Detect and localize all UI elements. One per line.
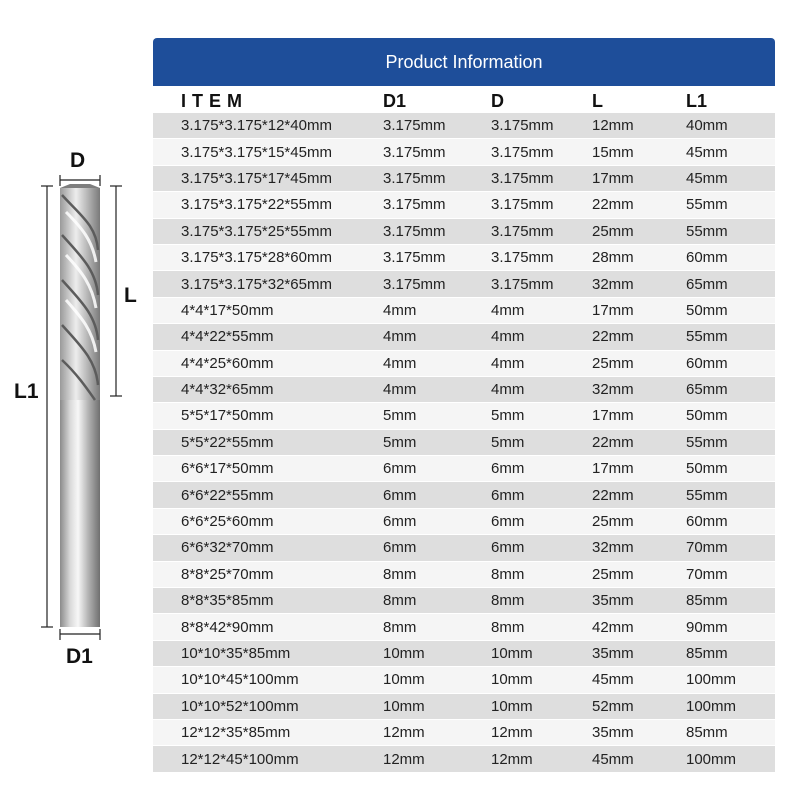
column-header-item: ITEM [181, 91, 248, 111]
table-row [153, 219, 775, 245]
cell-d: 3.175mm [491, 196, 554, 214]
cell-l1: 55mm [686, 222, 728, 240]
cell-d1: 4mm [383, 301, 417, 319]
column-header-l1: L1 [686, 91, 708, 111]
cell-l: 45mm [592, 671, 634, 689]
cell-item: 4*4*32*65mm [181, 381, 274, 399]
cell-d1: 3.175mm [383, 275, 446, 293]
cell-l: 28mm [592, 249, 634, 267]
cell-d: 3.175mm [491, 117, 554, 135]
table-row [153, 509, 775, 535]
flute-length-label: L [124, 284, 137, 307]
cell-d1: 5mm [383, 433, 417, 451]
cell-d1: 8mm [383, 618, 417, 636]
cutting-tip [60, 184, 100, 188]
cell-l: 25mm [592, 513, 634, 531]
table-row [153, 588, 775, 614]
cell-item: 4*4*22*55mm [181, 328, 274, 346]
cell-l1: 50mm [686, 407, 728, 425]
cell-item: 3.175*3.175*25*55mm [181, 222, 332, 240]
table-row [153, 641, 775, 667]
cell-item: 5*5*17*50mm [181, 407, 274, 425]
table-row [153, 720, 775, 746]
table-row [153, 403, 775, 429]
cell-l1: 60mm [686, 249, 728, 267]
cell-d1: 3.175mm [383, 222, 446, 240]
table-row [153, 245, 775, 271]
cell-l: 32mm [592, 275, 634, 293]
table-row [153, 377, 775, 403]
cell-d: 12mm [491, 750, 533, 768]
cell-item: 6*6*32*70mm [181, 539, 274, 557]
cell-l: 25mm [592, 222, 634, 240]
cell-d: 4mm [491, 381, 525, 399]
cell-l1: 100mm [686, 671, 737, 689]
cell-item: 3.175*3.175*15*45mm [181, 143, 332, 161]
table-row [153, 324, 775, 350]
cell-item: 6*6*22*55mm [181, 486, 274, 504]
cell-d: 5mm [491, 407, 525, 425]
table-row [153, 456, 775, 482]
cell-l1: 85mm [686, 592, 728, 610]
cell-l: 42mm [592, 618, 634, 636]
table-row [153, 667, 775, 693]
cell-item: 4*4*17*50mm [181, 301, 274, 319]
cell-d1: 3.175mm [383, 143, 446, 161]
cell-l1: 85mm [686, 724, 728, 742]
table-row [153, 113, 775, 139]
cell-item: 6*6*17*50mm [181, 460, 274, 478]
cell-d: 6mm [491, 460, 525, 478]
cell-item: 3.175*3.175*28*60mm [181, 249, 332, 267]
table-row [153, 562, 775, 588]
shank [60, 395, 100, 627]
cell-d: 3.175mm [491, 169, 554, 187]
cell-d1: 4mm [383, 381, 417, 399]
cell-d1: 12mm [383, 750, 425, 768]
cell-l1: 85mm [686, 645, 728, 662]
cell-l: 52mm [592, 697, 634, 715]
table-row [153, 139, 775, 165]
cell-item: 8*8*25*70mm [181, 565, 274, 583]
cell-l: 45mm [592, 750, 634, 768]
cell-d: 8mm [491, 592, 525, 610]
cell-l1: 55mm [686, 196, 728, 214]
cell-l1: 55mm [686, 328, 728, 346]
shank-diameter-label: D1 [66, 645, 93, 668]
column-header-d1: D1 [383, 91, 407, 111]
cell-d: 6mm [491, 539, 525, 557]
cell-d: 10mm [491, 645, 533, 662]
cell-d: 12mm [491, 724, 533, 742]
cell-l: 35mm [592, 592, 634, 610]
cell-d1: 10mm [383, 697, 425, 715]
cell-d1: 4mm [383, 354, 417, 372]
cell-item: 5*5*22*55mm [181, 433, 274, 451]
cell-item: 3.175*3.175*17*45mm [181, 169, 332, 187]
cell-l: 12mm [592, 117, 634, 135]
table-row [153, 351, 775, 377]
table-title-bar [153, 38, 775, 86]
end-mill-diagram [0, 0, 150, 800]
cell-d1: 3.175mm [383, 196, 446, 214]
cell-l1: 60mm [686, 354, 728, 372]
cell-d1: 6mm [383, 539, 417, 557]
cell-item: 3.175*3.175*22*55mm [181, 196, 332, 214]
cell-l: 22mm [592, 433, 634, 451]
cell-item: 3.175*3.175*32*65mm [181, 275, 332, 293]
cell-l1: 90mm [686, 618, 728, 636]
cell-l: 32mm [592, 381, 634, 399]
cell-item: 4*4*25*60mm [181, 354, 274, 372]
cell-l: 22mm [592, 328, 634, 346]
table-row [153, 746, 775, 772]
cell-d: 8mm [491, 565, 525, 583]
cell-l1: 70mm [686, 539, 728, 557]
cell-d: 3.175mm [491, 275, 554, 293]
cell-d: 6mm [491, 513, 525, 531]
cell-item: 10*10*35*85mm [181, 645, 291, 662]
cell-d1: 12mm [383, 724, 425, 742]
cell-l1: 45mm [686, 169, 728, 187]
cell-l1: 65mm [686, 381, 728, 399]
table-row [153, 271, 775, 297]
cell-item: 12*12*35*85mm [181, 724, 291, 742]
cell-d1: 10mm [383, 645, 425, 662]
cell-l: 35mm [592, 645, 634, 662]
cell-d: 8mm [491, 618, 525, 636]
cell-l: 32mm [592, 539, 634, 557]
cell-l: 17mm [592, 460, 634, 478]
cell-d: 5mm [491, 433, 525, 451]
cell-item: 3.175*3.175*12*40mm [181, 117, 332, 135]
cell-l1: 40mm [686, 117, 728, 135]
diameter-label: D [70, 149, 86, 172]
table-row [153, 430, 775, 456]
cell-l: 25mm [592, 354, 634, 372]
cell-l: 22mm [592, 196, 634, 214]
cell-l1: 50mm [686, 460, 728, 478]
table-row [153, 298, 775, 324]
cell-l: 17mm [592, 407, 634, 425]
overall-length-label: L1 [14, 380, 39, 403]
column-header-row [153, 86, 775, 113]
cell-d1: 8mm [383, 592, 417, 610]
product-information-table [153, 38, 775, 773]
cell-d1: 10mm [383, 671, 425, 689]
table-title: Product Information [385, 51, 543, 72]
cell-item: 8*8*35*85mm [181, 592, 274, 610]
cell-item: 8*8*42*90mm [181, 618, 274, 636]
table-row [153, 192, 775, 218]
table-row [153, 482, 775, 508]
cell-d: 3.175mm [491, 143, 554, 161]
column-header-d: D [491, 91, 504, 111]
table-row [153, 535, 775, 561]
cell-d1: 3.175mm [383, 117, 446, 135]
cell-d1: 5mm [383, 407, 417, 425]
cell-d1: 4mm [383, 328, 417, 346]
cell-d: 10mm [491, 697, 533, 715]
cell-l1: 55mm [686, 486, 728, 504]
cell-l1: 60mm [686, 513, 728, 531]
cell-d: 10mm [491, 671, 533, 689]
cell-l: 35mm [592, 724, 634, 742]
table-body [153, 113, 775, 773]
cell-d1: 3.175mm [383, 249, 446, 267]
cell-d1: 8mm [383, 565, 417, 583]
cell-d: 4mm [491, 301, 525, 319]
cell-d: 4mm [491, 354, 525, 372]
cell-d: 6mm [491, 486, 525, 504]
cell-d: 3.175mm [491, 249, 554, 267]
table-row [153, 694, 775, 720]
cell-item: 12*12*45*100mm [181, 750, 299, 768]
cell-d1: 6mm [383, 513, 417, 531]
cell-l1: 65mm [686, 275, 728, 293]
cell-item: 10*10*52*100mm [181, 697, 299, 715]
cell-d1: 6mm [383, 460, 417, 478]
cell-l: 17mm [592, 169, 634, 187]
cell-d: 4mm [491, 328, 525, 346]
column-header-l: L [592, 91, 603, 111]
cell-l1: 100mm [686, 697, 737, 715]
table-row [153, 166, 775, 192]
cell-l1: 55mm [686, 433, 728, 451]
cell-l: 22mm [592, 486, 634, 504]
cell-l: 15mm [592, 143, 634, 161]
cell-l: 17mm [592, 301, 634, 319]
cell-l1: 100mm [686, 750, 737, 768]
cell-l: 25mm [592, 565, 634, 583]
cell-l1: 45mm [686, 143, 728, 161]
table-row [153, 614, 775, 640]
cell-d1: 6mm [383, 486, 417, 504]
cell-d1: 3.175mm [383, 169, 446, 187]
cell-d: 3.175mm [491, 222, 554, 240]
cell-l1: 70mm [686, 565, 728, 583]
cell-item: 6*6*25*60mm [181, 513, 274, 531]
cell-l1: 50mm [686, 301, 728, 319]
cell-item: 10*10*45*100mm [181, 671, 299, 689]
